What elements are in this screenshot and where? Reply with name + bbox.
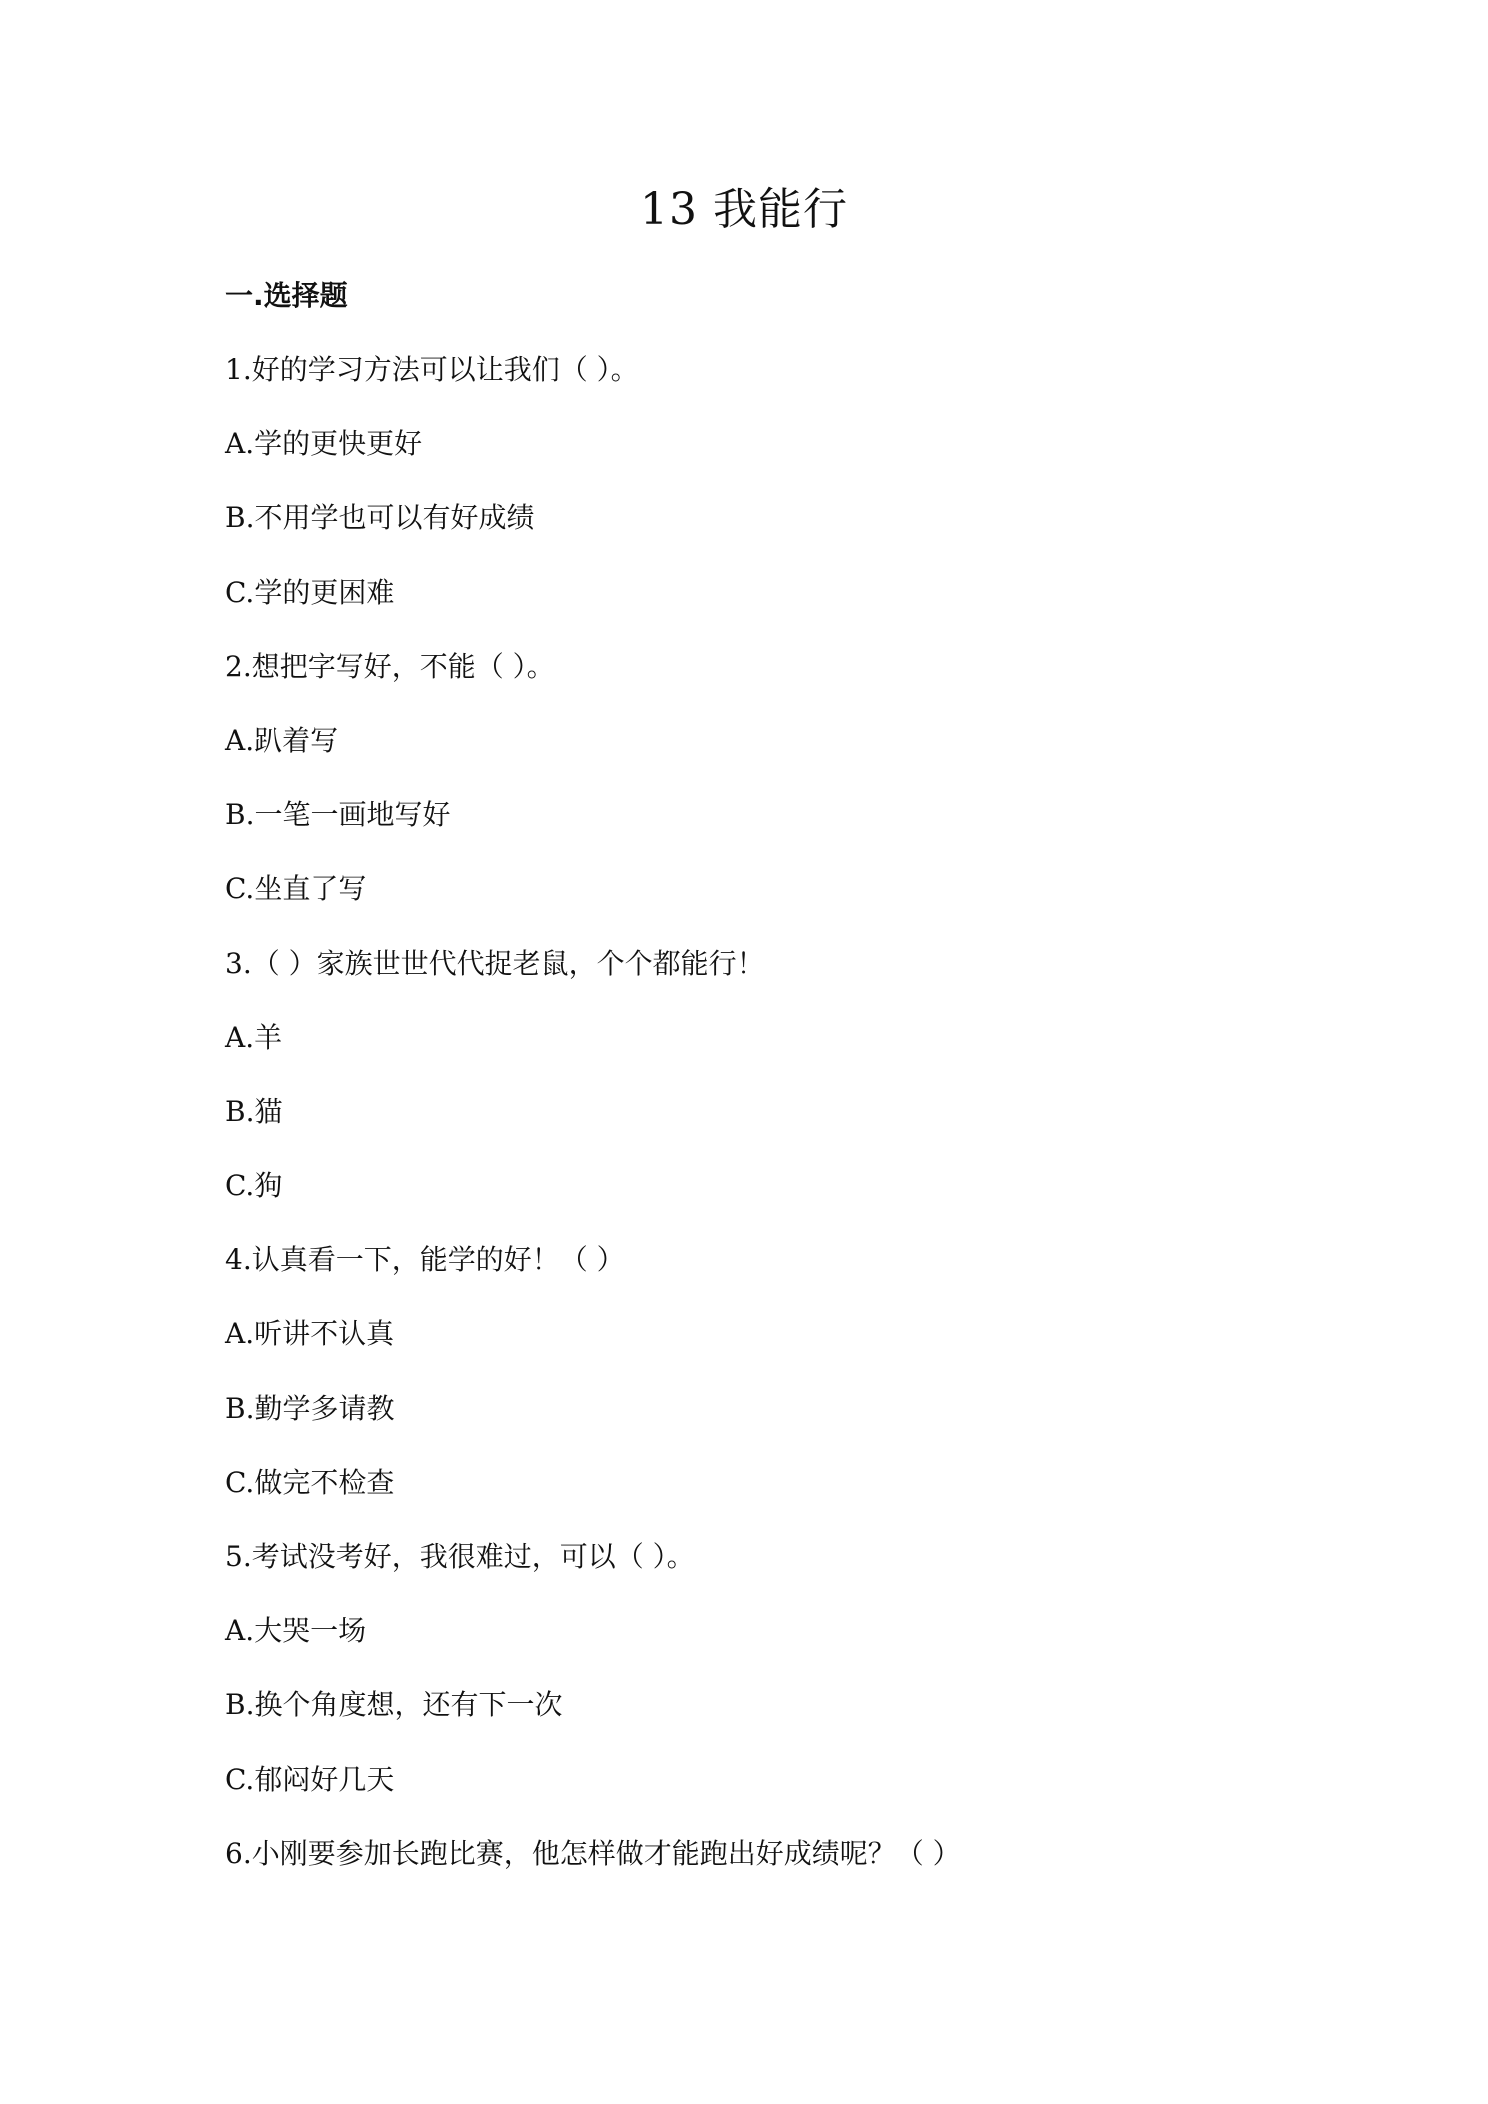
answer-option: A.趴着写 <box>225 723 339 757</box>
question-stem: 2.想把字写好，不能（ ）。 <box>225 649 555 683</box>
question-stem: 6.小刚要参加长跑比赛，他怎样做才能跑出好成绩呢？（ ） <box>225 1836 961 1870</box>
answer-option: C.郁闷好几天 <box>225 1762 395 1796</box>
page-title: 13 我能行 <box>640 184 848 235</box>
answer-option: B.猫 <box>225 1094 283 1128</box>
question-stem: 5.考试没考好，我很难过，可以（ ）。 <box>225 1540 695 1573</box>
question-stem: 4.认真看一下，能学的好！（ ） <box>225 1243 625 1277</box>
answer-option: B.勤学多请教 <box>225 1391 395 1425</box>
answer-option: C.做完不检查 <box>225 1465 395 1499</box>
answer-option: C.狗 <box>225 1169 283 1203</box>
answer-option: A.听讲不认真 <box>225 1317 395 1351</box>
answer-option: A.大哭一场 <box>225 1614 367 1648</box>
answer-option: A.学的更快更好 <box>225 427 423 461</box>
answer-option: B.一笔一画地写好 <box>225 798 451 832</box>
answer-option: C.坐直了写 <box>225 872 367 906</box>
answer-option: B.换个角度想，还有下一次 <box>225 1688 563 1722</box>
answer-option: A.羊 <box>225 1020 283 1054</box>
question-list <box>225 350 1325 1908</box>
question-stem: 1.好的学习方法可以让我们（ ）。 <box>225 353 639 386</box>
question-stem: 3.（ ）家族世世代代捉老鼠，个个都能行！ <box>225 946 765 980</box>
answer-option: B.不用学也可以有好成绩 <box>225 501 535 535</box>
answer-option: C.学的更困难 <box>225 575 395 609</box>
section-heading: 一.选择题 <box>225 279 348 312</box>
